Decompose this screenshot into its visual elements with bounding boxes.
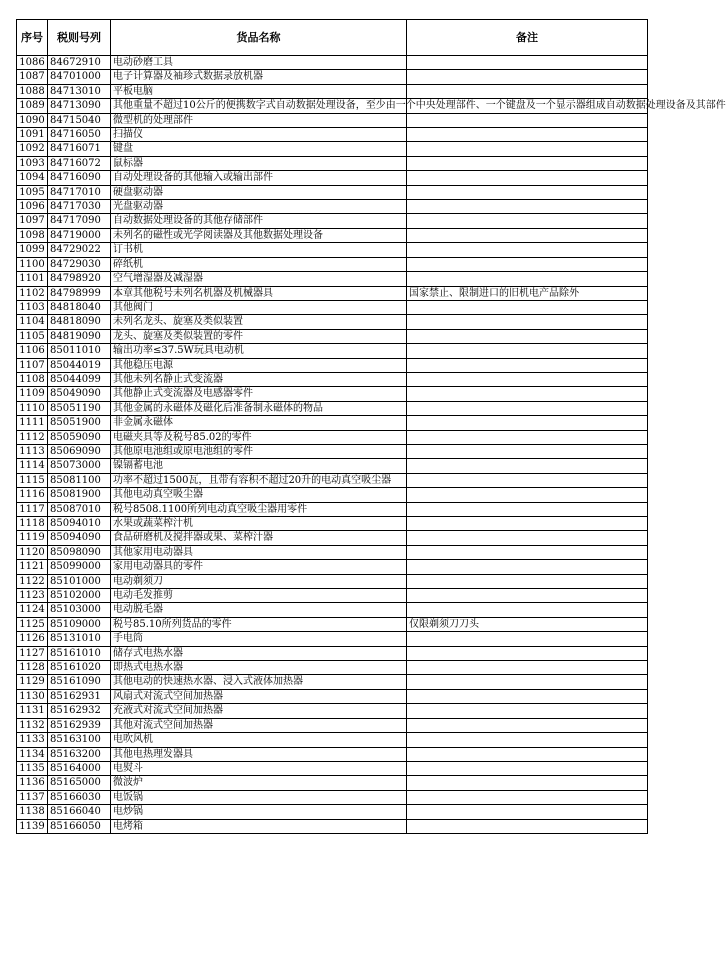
table-row — [17, 531, 648, 545]
table-row — [17, 200, 648, 214]
cell-tariff-code: 84717090 — [48, 214, 111, 228]
cell-tariff-code: 84717030 — [48, 200, 111, 214]
cell-remarks — [407, 661, 648, 675]
cell-tariff-code: 85101000 — [48, 574, 111, 588]
tariff-table — [16, 19, 726, 834]
cell-goods-name: 电烤箱 — [111, 819, 407, 833]
table-row — [17, 344, 648, 358]
cell-tariff-code: 84729022 — [48, 243, 111, 257]
cell-tariff-code: 85164000 — [48, 761, 111, 775]
cell-remarks — [407, 128, 648, 142]
cell-remarks — [407, 733, 648, 747]
cell-tariff-code: 85051190 — [48, 401, 111, 415]
table-row — [17, 156, 648, 170]
cell-seq: 1109 — [17, 387, 48, 401]
cell-tariff-code: 85161020 — [48, 661, 111, 675]
cell-goods-name: 电子计算器及袖珍式数据录放机器 — [111, 70, 407, 84]
table-row — [17, 632, 648, 646]
cell-goods-name: 自动处理设备的其他输入或输出部件 — [111, 171, 407, 185]
table-row — [17, 545, 648, 559]
cell-remarks — [407, 113, 648, 127]
table-row — [17, 286, 648, 300]
cell-remarks — [407, 70, 648, 84]
cell-seq: 1118 — [17, 517, 48, 531]
cell-goods-name: 电熨斗 — [111, 761, 407, 775]
cell-seq: 1099 — [17, 243, 48, 257]
cell-tariff-code: 85087010 — [48, 502, 111, 516]
table-row — [17, 185, 648, 199]
cell-seq: 1133 — [17, 733, 48, 747]
cell-remarks — [407, 473, 648, 487]
cell-remarks — [407, 387, 648, 401]
cell-seq: 1097 — [17, 214, 48, 228]
cell-goods-name: 其他未列名静止式变流器 — [111, 372, 407, 386]
table-row — [17, 300, 648, 314]
cell-goods-name: 税号85.10所列货品的零件 — [111, 617, 407, 631]
table-row — [17, 372, 648, 386]
table-row — [17, 589, 648, 603]
cell-tariff-code: 85102000 — [48, 589, 111, 603]
cell-seq: 1131 — [17, 704, 48, 718]
table-row — [17, 214, 648, 228]
cell-seq: 1087 — [17, 70, 48, 84]
cell-tariff-code: 84717010 — [48, 185, 111, 199]
table-row — [17, 228, 648, 242]
table-row — [17, 517, 648, 531]
cell-seq: 1112 — [17, 430, 48, 444]
cell-remarks — [407, 243, 648, 257]
cell-tariff-code: 85162931 — [48, 689, 111, 703]
cell-goods-name: 其他重量不超过10公斤的便携数字式自动数据处理设备，至少由一个中央处理部件、一个键盘及一个显示器组成自动数据处理设备及其部件 — [111, 99, 407, 113]
cell-seq: 1103 — [17, 300, 48, 314]
cell-seq: 1088 — [17, 84, 48, 98]
cell-seq: 1093 — [17, 156, 48, 170]
cell-goods-name: 其他电动的快速热水器、浸入式液体加热器 — [111, 675, 407, 689]
table-row — [17, 329, 648, 343]
cell-remarks — [407, 718, 648, 732]
cell-goods-name: 电炒锅 — [111, 805, 407, 819]
cell-seq: 1106 — [17, 344, 48, 358]
table-row — [17, 142, 648, 156]
cell-seq: 1094 — [17, 171, 48, 185]
cell-goods-name: 微波炉 — [111, 776, 407, 790]
cell-goods-name: 其他电热理发器具 — [111, 747, 407, 761]
table-row — [17, 574, 648, 588]
cell-tariff-code: 84729030 — [48, 257, 111, 271]
cell-seq: 1107 — [17, 358, 48, 372]
table-row — [17, 488, 648, 502]
cell-goods-name: 本章其他税号未列名机器及机械器具 — [111, 286, 407, 300]
cell-goods-name: 其他家用电动器具 — [111, 545, 407, 559]
header-tariff-code: 税则号列 — [48, 20, 111, 56]
cell-goods-name: 扫描仪 — [111, 128, 407, 142]
cell-tariff-code: 85163100 — [48, 733, 111, 747]
cell-goods-name: 其他阀门 — [111, 300, 407, 314]
table-row — [17, 416, 648, 430]
cell-goods-name: 其他电动真空吸尘器 — [111, 488, 407, 502]
table-row — [17, 243, 648, 257]
cell-goods-name: 功率不超过1500瓦，且带有容积不超过20升的电动真空吸尘器 — [111, 473, 407, 487]
cell-remarks — [407, 56, 648, 70]
table-row — [17, 171, 648, 185]
cell-seq: 1104 — [17, 315, 48, 329]
cell-remarks — [407, 401, 648, 415]
cell-goods-name: 电磁夹具等及税号85.02的零件 — [111, 430, 407, 444]
cell-remarks — [407, 646, 648, 660]
cell-tariff-code: 85166040 — [48, 805, 111, 819]
table-row — [17, 560, 648, 574]
cell-goods-name: 家用电动器具的零件 — [111, 560, 407, 574]
cell-seq: 1129 — [17, 675, 48, 689]
cell-tariff-code: 84672910 — [48, 56, 111, 70]
cell-remarks — [407, 200, 648, 214]
cell-remarks — [407, 790, 648, 804]
cell-seq: 1128 — [17, 661, 48, 675]
cell-goods-name: 水果或蔬菜榨汁机 — [111, 517, 407, 531]
cell-remarks — [407, 430, 648, 444]
cell-tariff-code: 84819090 — [48, 329, 111, 343]
table-row — [17, 646, 648, 660]
cell-remarks — [407, 214, 648, 228]
cell-goods-name: 电动毛发推剪 — [111, 589, 407, 603]
cell-goods-name: 碎纸机 — [111, 257, 407, 271]
cell-remarks — [407, 574, 648, 588]
cell-goods-name: 储存式电热水器 — [111, 646, 407, 660]
cell-tariff-code: 85163200 — [48, 747, 111, 761]
cell-tariff-code: 85044099 — [48, 372, 111, 386]
table-row — [17, 430, 648, 444]
cell-goods-name: 风扇式对流式空间加热器 — [111, 689, 407, 703]
cell-tariff-code: 84818090 — [48, 315, 111, 329]
cell-remarks — [407, 689, 648, 703]
cell-remarks — [407, 761, 648, 775]
cell-tariff-code: 84716071 — [48, 142, 111, 156]
cell-goods-name: 其他原电池组或原电池组的零件 — [111, 444, 407, 458]
cell-tariff-code: 84719000 — [48, 228, 111, 242]
cell-remarks — [407, 805, 648, 819]
cell-remarks — [407, 416, 648, 430]
cell-remarks — [407, 747, 648, 761]
table-row — [17, 617, 648, 631]
cell-goods-name: 食品研磨机及搅拌器或果、菜榨汁器 — [111, 531, 407, 545]
cell-tariff-code: 85166030 — [48, 790, 111, 804]
table-header — [17, 20, 648, 56]
cell-seq: 1092 — [17, 142, 48, 156]
cell-seq: 1136 — [17, 776, 48, 790]
cell-seq: 1100 — [17, 257, 48, 271]
cell-seq: 1138 — [17, 805, 48, 819]
cell-goods-name: 硬盘驱动器 — [111, 185, 407, 199]
cell-seq: 1130 — [17, 689, 48, 703]
cell-tariff-code: 85073000 — [48, 459, 111, 473]
cell-tariff-code: 84818040 — [48, 300, 111, 314]
table-row — [17, 747, 648, 761]
cell-remarks — [407, 228, 648, 242]
table-row — [17, 502, 648, 516]
cell-seq: 1134 — [17, 747, 48, 761]
cell-goods-name: 其他静止式变流器及电感器零件 — [111, 387, 407, 401]
cell-seq: 1137 — [17, 790, 48, 804]
table-row — [17, 84, 648, 98]
table-row — [17, 70, 648, 84]
cell-tariff-code: 84713010 — [48, 84, 111, 98]
cell-goods-name: 输出功率≤37.5W玩具电动机 — [111, 344, 407, 358]
cell-seq: 1115 — [17, 473, 48, 487]
cell-tariff-code: 85081100 — [48, 473, 111, 487]
cell-goods-name: 键盘 — [111, 142, 407, 156]
cell-tariff-code: 85044019 — [48, 358, 111, 372]
cell-goods-name: 电吹风机 — [111, 733, 407, 747]
cell-remarks — [407, 517, 648, 531]
table-row — [17, 387, 648, 401]
cell-seq: 1126 — [17, 632, 48, 646]
cell-goods-name: 鼠标器 — [111, 156, 407, 170]
table-row — [17, 675, 648, 689]
table-row — [17, 444, 648, 458]
cell-goods-name: 电饭锅 — [111, 790, 407, 804]
table-row — [17, 733, 648, 747]
cell-tariff-code: 85161010 — [48, 646, 111, 660]
cell-tariff-code: 85059090 — [48, 430, 111, 444]
header-seq: 序号 — [17, 20, 48, 56]
table-row — [17, 776, 648, 790]
cell-tariff-code: 85162932 — [48, 704, 111, 718]
cell-tariff-code: 85165000 — [48, 776, 111, 790]
cell-seq: 1090 — [17, 113, 48, 127]
cell-remarks — [407, 329, 648, 343]
cell-seq: 1116 — [17, 488, 48, 502]
cell-seq: 1122 — [17, 574, 48, 588]
cell-goods-name: 税号8508.1100所列电动真空吸尘器用零件 — [111, 502, 407, 516]
cell-goods-name: 非金属永磁体 — [111, 416, 407, 430]
cell-tariff-code: 85011010 — [48, 344, 111, 358]
table-row — [17, 113, 648, 127]
cell-tariff-code: 85162939 — [48, 718, 111, 732]
cell-seq: 1113 — [17, 444, 48, 458]
cell-remarks — [407, 300, 648, 314]
cell-remarks — [407, 675, 648, 689]
cell-seq: 1119 — [17, 531, 48, 545]
cell-tariff-code: 85131010 — [48, 632, 111, 646]
cell-tariff-code: 85109000 — [48, 617, 111, 631]
table-row — [17, 790, 648, 804]
cell-tariff-code: 85051900 — [48, 416, 111, 430]
table-row — [17, 473, 648, 487]
header-row — [17, 20, 648, 56]
cell-tariff-code: 84715040 — [48, 113, 111, 127]
table-body — [17, 56, 726, 834]
cell-remarks — [407, 142, 648, 156]
cell-remarks — [407, 459, 648, 473]
table-row — [17, 689, 648, 703]
table-row — [17, 661, 648, 675]
cell-remarks — [407, 444, 648, 458]
cell-remarks — [407, 545, 648, 559]
table-row — [17, 761, 648, 775]
cell-seq: 1110 — [17, 401, 48, 415]
cell-tariff-code: 85099000 — [48, 560, 111, 574]
cell-remarks — [407, 84, 648, 98]
table-row — [17, 315, 648, 329]
cell-goods-name: 光盘驱动器 — [111, 200, 407, 214]
cell-seq: 1123 — [17, 589, 48, 603]
cell-goods-name: 充液式对流式空间加热器 — [111, 704, 407, 718]
table-row — [17, 718, 648, 732]
cell-goods-name: 自动数据处理设备的其他存储部件 — [111, 214, 407, 228]
cell-goods-name: 手电筒 — [111, 632, 407, 646]
cell-seq: 1091 — [17, 128, 48, 142]
cell-goods-name: 平板电脑 — [111, 84, 407, 98]
cell-seq: 1095 — [17, 185, 48, 199]
cell-goods-name: 电动剃须刀 — [111, 574, 407, 588]
cell-goods-name: 其他金属的永磁体及磁化后准备制永磁体的物品 — [111, 401, 407, 415]
cell-goods-name: 未列名龙头、旋塞及类似装置 — [111, 315, 407, 329]
cell-seq: 1102 — [17, 286, 48, 300]
table-row — [17, 603, 648, 617]
cell-remarks — [407, 776, 648, 790]
cell-seq: 1125 — [17, 617, 48, 631]
cell-seq: 1121 — [17, 560, 48, 574]
cell-seq: 1086 — [17, 56, 48, 70]
cell-remarks — [407, 589, 648, 603]
cell-tariff-code: 85081900 — [48, 488, 111, 502]
cell-seq: 1127 — [17, 646, 48, 660]
cell-remarks — [407, 344, 648, 358]
table-row — [17, 257, 648, 271]
cell-goods-name: 电动脱毛器 — [111, 603, 407, 617]
cell-tariff-code: 84716050 — [48, 128, 111, 142]
cell-remarks — [407, 315, 648, 329]
cell-tariff-code: 85098090 — [48, 545, 111, 559]
cell-remarks — [407, 358, 648, 372]
header-remarks: 备注 — [407, 20, 648, 56]
cell-tariff-code: 84713090 — [48, 99, 111, 113]
cell-remarks — [407, 632, 648, 646]
cell-tariff-code: 84716090 — [48, 171, 111, 185]
cell-goods-name: 空气增湿器及减湿器 — [111, 272, 407, 286]
cell-tariff-code: 85103000 — [48, 603, 111, 617]
cell-seq: 1124 — [17, 603, 48, 617]
cell-seq: 1111 — [17, 416, 48, 430]
cell-remarks — [407, 560, 648, 574]
cell-remarks — [407, 704, 648, 718]
cell-seq: 1139 — [17, 819, 48, 833]
cell-seq: 1117 — [17, 502, 48, 516]
cell-tariff-code: 85049090 — [48, 387, 111, 401]
cell-seq: 1096 — [17, 200, 48, 214]
cell-seq: 1108 — [17, 372, 48, 386]
cell-tariff-code: 84701000 — [48, 70, 111, 84]
cell-tariff-code: 85094090 — [48, 531, 111, 545]
cell-remarks: 国家禁止、限制进口的旧机电产品除外 — [407, 286, 648, 300]
cell-tariff-code: 84798999 — [48, 286, 111, 300]
cell-tariff-code: 85161090 — [48, 675, 111, 689]
cell-remarks — [407, 819, 648, 833]
cell-seq: 1101 — [17, 272, 48, 286]
cell-seq: 1132 — [17, 718, 48, 732]
cell-seq: 1089 — [17, 99, 48, 113]
cell-goods-name: 未列名的磁性或光学阅读器及其他数据处理设备 — [111, 228, 407, 242]
table-row — [17, 56, 648, 70]
cell-goods-name: 订书机 — [111, 243, 407, 257]
cell-remarks — [407, 603, 648, 617]
cell-goods-name: 即热式电热水器 — [111, 661, 407, 675]
cell-seq: 1135 — [17, 761, 48, 775]
cell-goods-name: 微型机的处理部件 — [111, 113, 407, 127]
table-row — [17, 401, 648, 415]
cell-remarks — [407, 185, 648, 199]
cell-seq: 1098 — [17, 228, 48, 242]
cell-seq: 1120 — [17, 545, 48, 559]
cell-tariff-code: 84716072 — [48, 156, 111, 170]
cell-remarks — [407, 272, 648, 286]
cell-remarks — [407, 372, 648, 386]
cell-tariff-code: 84798920 — [48, 272, 111, 286]
cell-remarks — [407, 531, 648, 545]
header-goods-name: 货品名称 — [111, 20, 407, 56]
cell-tariff-code: 85166050 — [48, 819, 111, 833]
cell-remarks — [407, 502, 648, 516]
table-row — [17, 704, 648, 718]
table-row — [17, 819, 648, 833]
cell-goods-name: 龙头、旋塞及类似装置的零件 — [111, 329, 407, 343]
cell-remarks — [407, 488, 648, 502]
cell-remarks — [407, 156, 648, 170]
cell-remarks — [407, 171, 648, 185]
table-row — [17, 272, 648, 286]
cell-seq: 1105 — [17, 329, 48, 343]
table-row — [17, 358, 648, 372]
cell-seq: 1114 — [17, 459, 48, 473]
cell-tariff-code: 85094010 — [48, 517, 111, 531]
table-row — [17, 99, 648, 113]
cell-remarks: 仅限剃须刀刀头 — [407, 617, 648, 631]
table-row — [17, 805, 648, 819]
table-row — [17, 128, 648, 142]
cell-remarks — [407, 257, 648, 271]
cell-tariff-code: 85069090 — [48, 444, 111, 458]
table-row — [17, 459, 648, 473]
cell-goods-name: 电动砂磨工具 — [111, 56, 407, 70]
cell-goods-name: 镍镉蓄电池 — [111, 459, 407, 473]
cell-goods-name: 其他稳压电源 — [111, 358, 407, 372]
cell-goods-name: 其他对流式空间加热器 — [111, 718, 407, 732]
